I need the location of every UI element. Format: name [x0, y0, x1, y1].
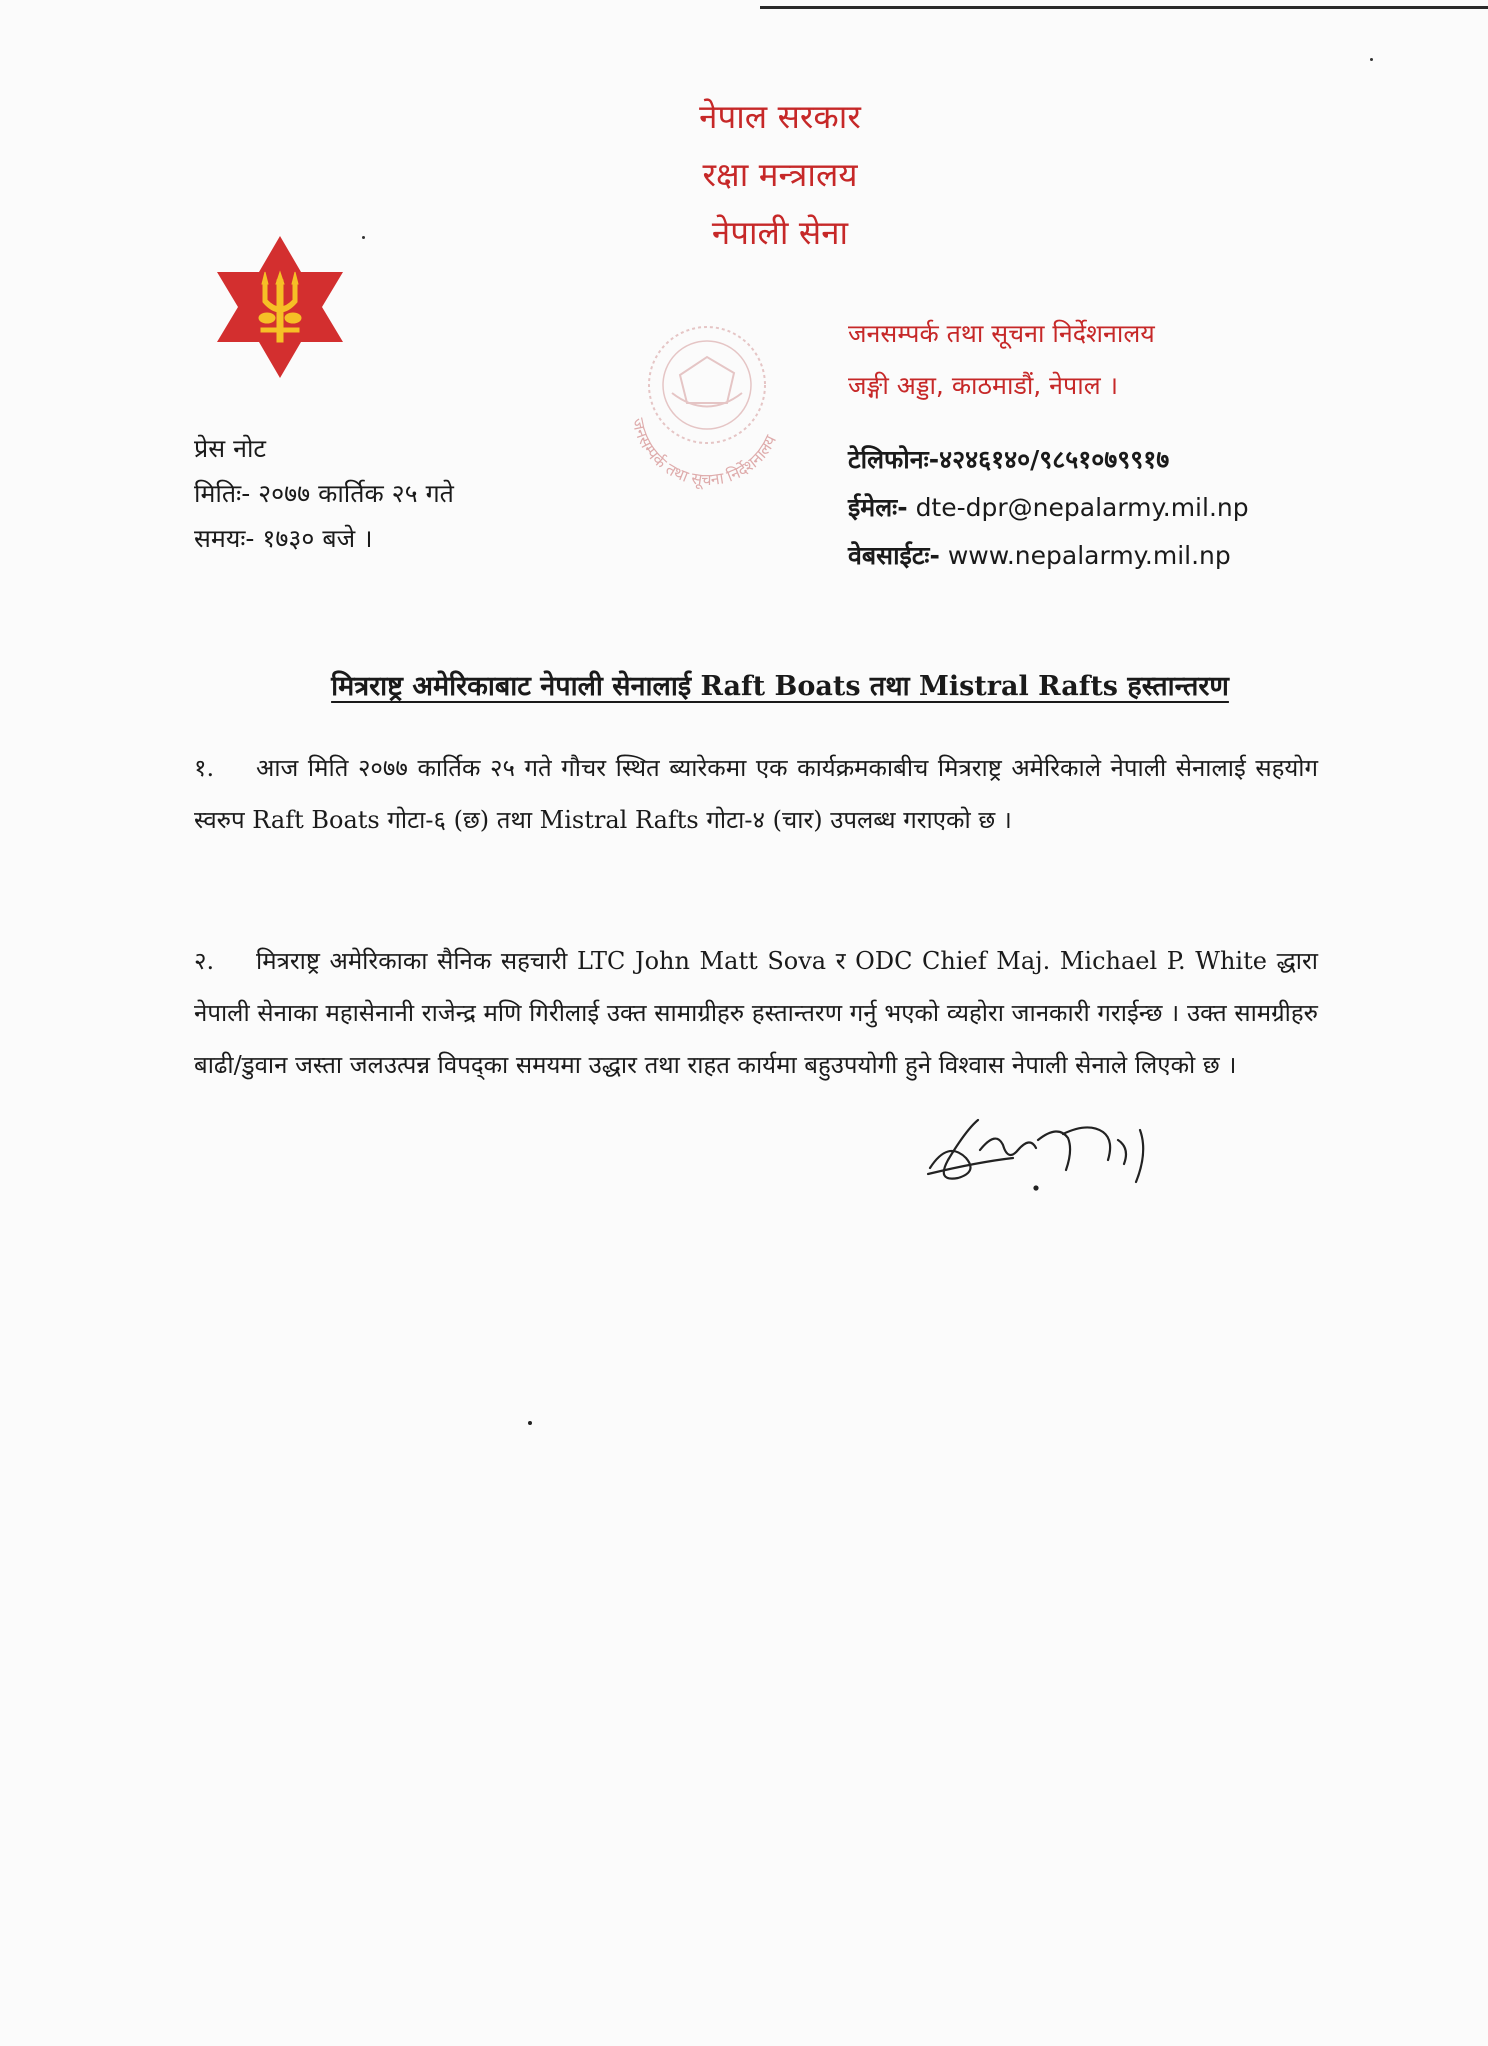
contact-website-row [848, 532, 1408, 580]
paragraph-number: २. [194, 947, 215, 975]
seal-inscription: जनसम्पर्क तथा सूचना निर्देशनालय [628, 416, 781, 490]
contact-phone-row [848, 436, 1408, 484]
press-note-meta [194, 426, 614, 561]
top-edge-rule [760, 6, 1488, 9]
directorate-block [848, 308, 1268, 412]
website-value[interactable]: www.nepalarmy.mil.np [947, 541, 1231, 570]
header-government: नेपाल सरकार [699, 97, 861, 136]
email-value[interactable]: dte-dpr@nepalarmy.mil.np [915, 493, 1249, 522]
paragraph-number: १. [194, 754, 215, 782]
phone-label: टेलिफोनः- [848, 445, 940, 474]
nepal-army-star-emblem-icon [205, 232, 355, 382]
header-ministry: रक्षा मन्त्रालय [702, 155, 858, 194]
paragraph-text: मित्रराष्ट्र अमेरिकाका सैनिक सहचारी LTC John Matt Sova र ODC Chief Maj. Michael P. White द्धारा नेपाली सेनाका महासेनानी राजेन्द्र मणि गिरीलाई उक्त सामाग्रीहरु हस्तान्तरण गर्नु भएको व्यहोरा जानकारी गराईन्छ । उक्त सामग्रीहरु बाढी/डुवान जस्ता जलउत्पन्न विपद्का समयमा उद्धार तथा राहत कार्यमा बहुउपयोगी हुने विश्वास नेपाली सेनाले लिएको छ । [194, 947, 1318, 1079]
header-army: नेपाली सेना [711, 213, 849, 252]
press-note-date: मितिः- २०७७ कार्तिक २५ गते [194, 479, 454, 508]
press-note-label: प्रेस नोट [194, 434, 267, 463]
paragraph-text: आज मिति २०७७ कार्तिक २५ गते गौचर स्थित ब्यारेकमा एक कार्यक्रमकाबीच मित्रराष्ट्र अमेरिकाले नेपाली सेनालाई सहयोग स्वरुप Raft Boats गोटा-६ (छ) तथा Mistral Rafts गोटा-४ (चार) उपलब्ध गराएको छ । [194, 754, 1318, 834]
email-label: ईमेलः- [848, 493, 908, 522]
phone-value: ४२४६१४०/९८५१०७९९१७ [939, 445, 1170, 474]
website-label: वेबसाईटः- [848, 541, 940, 570]
letterhead-header [520, 88, 1040, 262]
directorate-name: जनसम्पर्क तथा सूचना निर्देशनालय [848, 319, 1155, 348]
scan-speck [362, 236, 365, 239]
contact-email-row [848, 484, 1408, 532]
scan-speck [528, 1421, 532, 1425]
scan-speck [1370, 58, 1373, 61]
directorate-address: जङ्गी अड्डा, काठमाडौं, नेपाल । [848, 371, 1119, 400]
paragraph-1 [194, 742, 1318, 846]
paragraph-2 [194, 935, 1318, 1091]
contact-block [848, 436, 1408, 580]
press-release-title: मित्रराष्ट्र अमेरिकाबाट नेपाली सेनालाई Raft Boats तथा Mistral Rafts हस्तान्तरण [331, 671, 1229, 702]
handwritten-signature [918, 1100, 1158, 1195]
press-note-time: समयः- १७३० बजे । [194, 524, 373, 553]
official-seal-stamp [602, 305, 812, 515]
